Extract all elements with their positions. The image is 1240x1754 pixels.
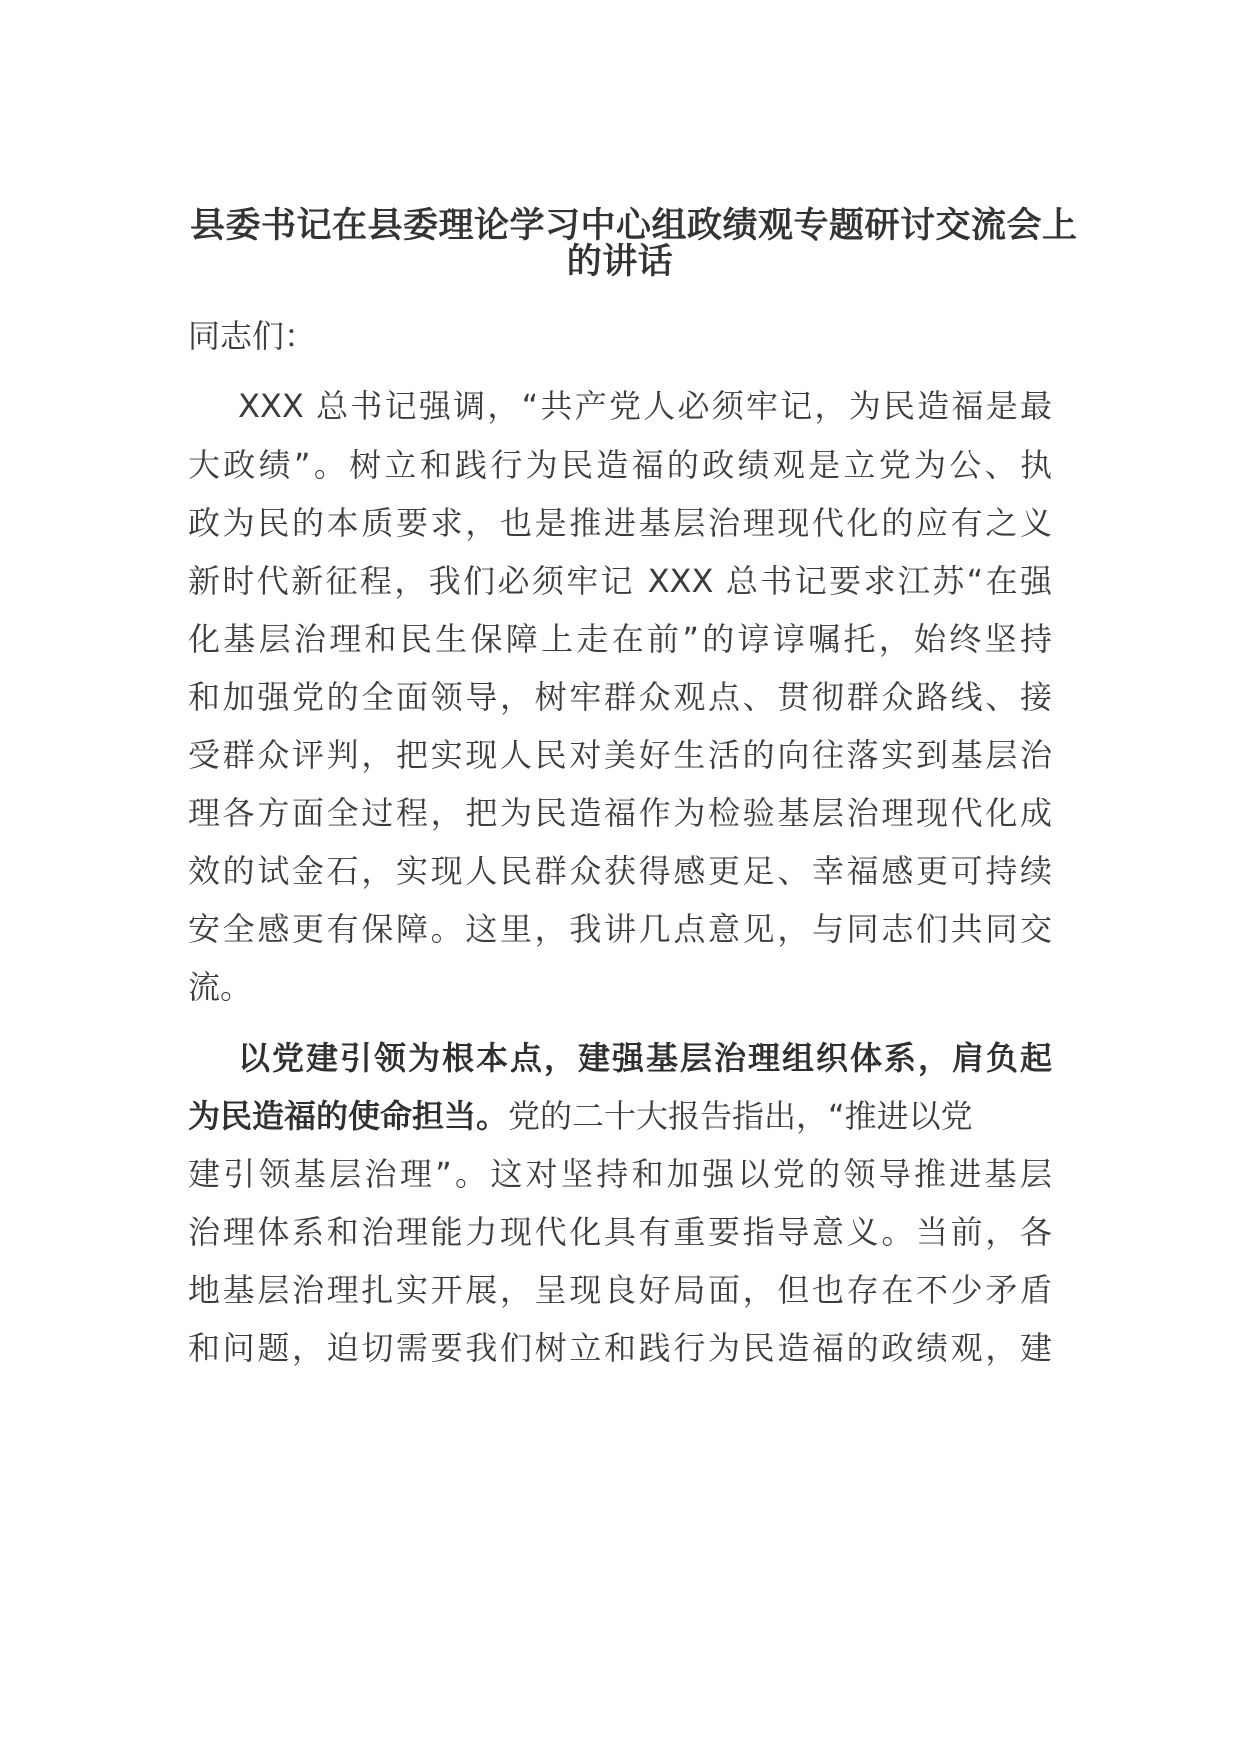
salutation: 同志们： <box>188 317 317 355</box>
paragraph-1-line: 大政绩”。树立和践行为民造福的政绩观是立党为公、执 <box>188 446 1052 484</box>
paragraph-1-line: 流。 <box>188 968 253 1006</box>
paragraph-2-line: 和问题，迫切需要我们树立和践行为民造福的政绩观，建 <box>188 1329 1052 1367</box>
paragraph-1-line: 化基层治理和民生保障上走在前”的谆谆嘱托，始终坚持 <box>188 620 1052 658</box>
paragraph-1-line: XXX 总书记强调，“共产党人必须牢记，为民造福是最 <box>238 387 1052 425</box>
document-title-line-1: 县委书记在县委理论学习中心组政绩观专题研讨交流会上 <box>190 206 1078 246</box>
paragraph-1-line: 受群众评判，把实现人民对美好生活的向往落实到基层治 <box>188 736 1052 774</box>
paragraph-1-line: 效的试金石，实现人民群众获得感更足、幸福感更可持续 <box>188 852 1052 890</box>
section-heading-line-2 <box>188 1098 1052 1134</box>
paragraph-2-line: 地基层治理扎实开展，呈现良好局面，但也存在不少矛盾 <box>188 1271 1052 1309</box>
paragraph-2-line: 治理体系和治理能力现代化具有重要指导意义。当前，各 <box>188 1213 1052 1251</box>
paragraph-1-line: 政为民的本质要求，也是推进基层治理现代化的应有之义 <box>188 504 1052 542</box>
paragraph-2-line: 建引领基层治理”。这对坚持和加强以党的领导推进基层 <box>188 1155 1052 1193</box>
paragraph-1-line: 理各方面全过程，把为民造福作为检验基层治理现代化成 <box>188 794 1052 832</box>
document-title-line-2: 的讲话 <box>566 242 674 282</box>
paragraph-1-line: 新时代新征程，我们必须牢记 XXX 总书记要求江苏“在强 <box>188 562 1052 600</box>
paragraph-1-line: 安全感更有保障。这里，我讲几点意见，与同志们共同交 <box>188 910 1052 948</box>
section-heading-line-1: 以党建引领为根本点，建强基层治理组织体系，肩负起 <box>238 1039 1052 1077</box>
paragraph-1-line: 和加强党的全面领导，树牢群众观点、贯彻群众路线、接 <box>188 678 1052 716</box>
paragraph-2-text: 党的二十大报告指出，“推进以党 <box>508 1097 973 1135</box>
section-heading-tail: 为民造福的使命担当。 <box>188 1097 509 1135</box>
